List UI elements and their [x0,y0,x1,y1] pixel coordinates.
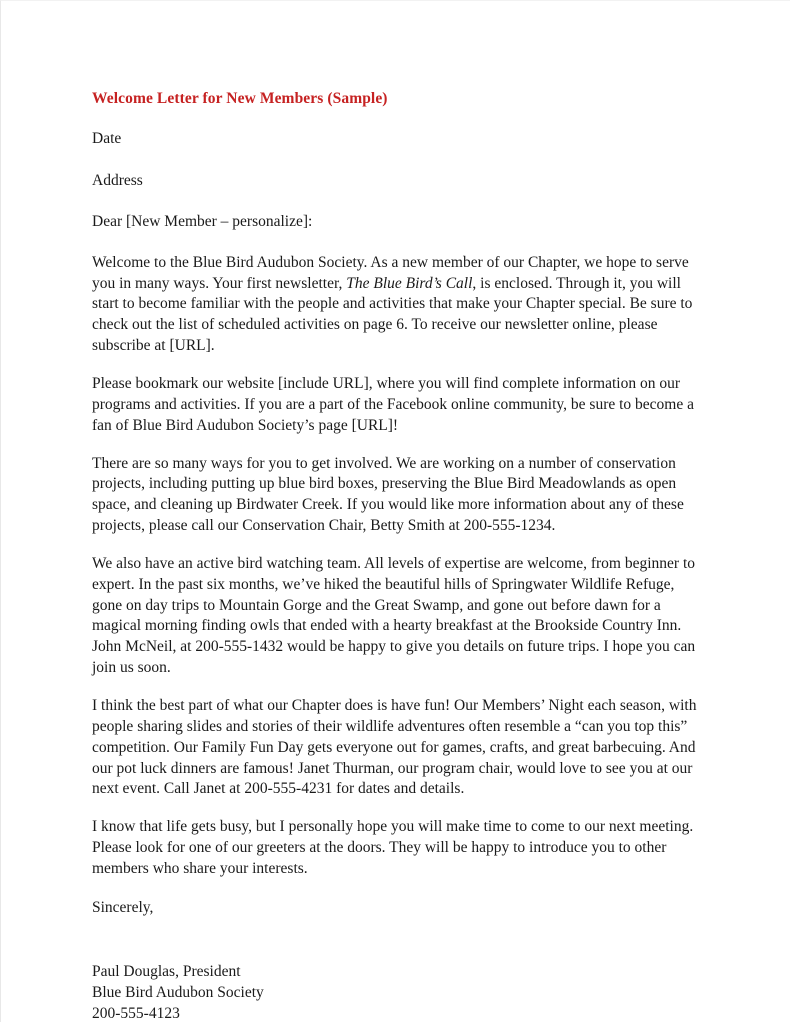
salutation-line: Dear [New Member – personalize]: [92,212,313,230]
address-placeholder-line: Address [92,171,143,189]
newsletter-title-italic: The Blue Bird’s Call [346,274,473,292]
signature-name-title: Paul Douglas, President [92,962,241,980]
letter-body [92,89,698,1024]
signature-phone: 200-555-4123 [92,1004,180,1022]
signature-block [92,962,698,1024]
closing-line: Sincerely, [92,898,154,916]
signature-organization: Blue Bird Audubon Society [92,983,264,1001]
paragraph-conservation: There are so many ways for you to get involved. We are working on a number of conservation projects, including putting up blue bird boxes, preserving the Blue Bird Meadowlands as open space, and cleaning up Birdwater Creek. If you would like more information about any of these projects, please call our Conservation Chair, Betty Smith at 200-555-1234. [92,454,684,535]
paragraph-invitation: I know that life gets busy, but I personally hope you will make time to come to our next meeting. Please look for one of our greeters at the doors. They will be happy to introduce you to other members who share your interests. [92,818,694,877]
paragraph-bird-watching: We also have an active bird watching team. All levels of expertise are welcome, from beginner to expert. In the past six months, we’ve hiked the beautiful hills of Springwater Wildlife Refuge, gone on day trips to Mountain Gorge and the Great Swamp, and gone out before dawn for a magical morning finding owls that ended with a hearty breakfast at the Brookside Country Inn. John McNeil, at 200-555-1432 would be happy to give you details on future trips. I hope you can join us soon. [92,554,696,677]
paragraph-social-events: I think the best part of what our Chapter does is have fun! Our Members’ Night each season, with people sharing slides and stories of their wildlife adventures often resemble a “can you top this” competition. Our Family Fun Day gets everyone out for games, crafts, and great barbecuing. And our pot luck dinners are famous! Janet Thurman, our program chair, would love to see you at our next event. Call Janet at 200-555-4231 for dates and details. [92,696,697,798]
paragraph-welcome [92,253,698,357]
page-title: Welcome Letter for New Members (Sample) [92,90,388,107]
date-placeholder-line: Date [92,130,122,148]
paragraph-website: Please bookmark our website [include URL], where you will find complete information on our programs and activities. If you are a part of the Facebook online community, be sure to become a fan of Blue Bird Audubon Society’s page [URL]! [92,375,695,434]
paragraph-welcome-text-after-italic: , is enclosed. Through it, you will start to become familiar with the people and activities that make your Chapter special. Be sure to check out the list of scheduled activities on page 6. To receive our newsletter online, please subscribe at [URL]. [92,274,693,355]
paragraph-welcome-text-before-italic: Welcome to the Blue Bird Audubon Society. As a new member of our Chapter, we hope to serve you in many ways. Your first newsletter, [92,253,689,292]
